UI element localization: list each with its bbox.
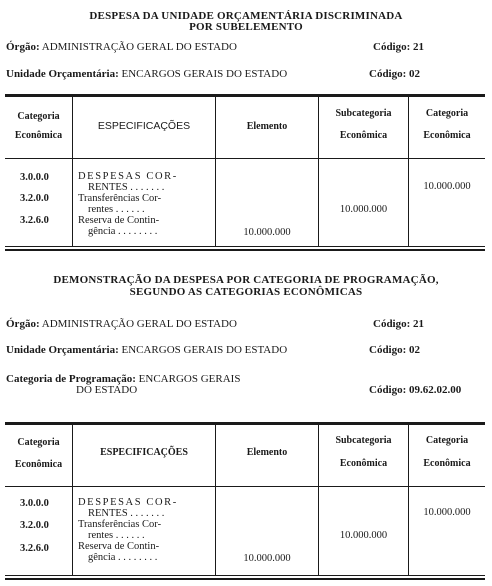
unidade-value: ENCARGOS GERAIS DO ESTADO [121,68,288,80]
spec-line: rentes . . . . . . [88,204,145,215]
orgao-value: ADMINISTRAÇÃO GERAL DO ESTADO [41,41,237,53]
unidade-value: ENCARGOS GERAIS DO ESTADO [121,344,288,356]
table1-header-elemento: Elemento [246,121,288,132]
codigo-label: Código: [373,41,411,53]
section1-title-line1: DESPESA DA UNIDADE ORÇAMENTÁRIA DISCRIMINADA [89,10,403,22]
spec-line: rentes . . . . . . [88,530,145,541]
section1-codigo2 [369,68,420,80]
spec-line: Reserva de Contin- [78,215,160,226]
spec-line: DESPESAS COR- [78,497,178,508]
spec-line: gência . . . . . . . . [88,226,158,237]
table1-specifications [78,171,208,237]
table2-bottom-rule-b [5,578,485,580]
header-line: Econômica [423,458,471,469]
table1-elemento-value: 10.000.000 [243,227,291,238]
table2-code: 3.0.0.0 [20,498,49,509]
section2-programacao-value-line2: DO ESTADO [76,384,138,396]
header-line: Categoria [17,111,60,122]
spec-line: Reserva de Contin- [78,541,160,552]
spec-line: RENTES . . . . . . . [88,182,165,193]
programacao-label: Categoria de Programação: [6,373,136,385]
codigo-value: 21 [413,318,425,330]
codigo-value: 21 [413,41,425,53]
codigo-label: Código: [369,344,407,356]
orgao-label: Órgão: [6,318,40,330]
table1-top-rule [5,94,485,97]
table1-code: 3.2.6.0 [20,215,49,226]
table2-bottom-rule-a [5,575,485,576]
header-line: Subcategoria [335,108,392,119]
table2-header-especificacoes: ESPECIFICAÇÕES [100,447,188,458]
table2-header-categoria-economica [409,434,485,470]
table1-header-subcategoria [319,107,408,142]
codigo-label: Código: [369,68,407,80]
table2-header-elemento: Elemento [246,447,288,458]
table2-top-rule [5,422,485,425]
codigo-value: 02 [409,344,421,356]
codigo-label: Código: [369,384,407,396]
codigo-value: 09.62.02.00 [409,384,462,396]
header-line: Categoria [425,435,469,446]
section2-codigo1 [373,318,424,330]
header-line: Econômica [339,458,388,469]
section2-codigo2 [369,344,420,356]
table2-header-subcategoria [319,434,408,470]
table1-subcategoria-value: 10.000.000 [339,204,388,215]
table1-header-categoria [5,110,72,142]
table2-code: 3.2.0.0 [20,520,49,531]
section1-title-line2: POR SUBELEMENTO [189,21,303,33]
table1-header-categoria-economica [409,107,485,142]
programacao-value: ENCARGOS GERAIS [138,373,241,385]
header-line: Subcategoria [335,435,392,446]
spec-line: RENTES . . . . . . . [88,508,165,519]
table1-header-especificacoes: ESPECIFICAÇÕES [97,120,191,132]
orgao-label: Órgão: [6,41,40,53]
header-line: Categoria [425,108,469,119]
unidade-label: Unidade Orçamentária: [6,68,119,80]
unidade-label: Unidade Orçamentária: [6,344,119,356]
table2-code: 3.2.6.0 [20,543,49,554]
table2-elemento-value: 10.000.000 [243,553,291,564]
spec-line: Transferências Cor- [78,193,162,204]
header-line: Econômica [339,130,388,141]
section2-title-line2: SEGUNDO AS CATEGORIAS ECONÔMICAS [129,286,363,298]
section2-orgao-row [6,318,237,330]
table1-bottom-rule-a [5,246,485,247]
table2-header-categoria [5,436,72,471]
section1-codigo1 [373,41,424,53]
header-line: Econômica [14,459,63,470]
header-line: Categoria [17,437,60,448]
section1-orgao-row [6,41,237,53]
table1-categoria-value: 10.000.000 [423,181,471,192]
table1-header-rule [5,158,485,159]
codigo-label: Código: [373,318,411,330]
table2-categoria-value: 10.000.000 [423,507,471,518]
table1-bottom-rule-b [5,249,485,251]
section2-unidade-row [6,344,287,356]
table1-code: 3.2.0.0 [20,193,49,204]
section2-codigo3 [369,384,461,396]
table2-subcategoria-value: 10.000.000 [339,530,388,541]
section1-unidade-row [6,68,287,80]
section2-title-line1: DEMONSTRAÇÃO DA DESPESA POR CATEGORIA DE PROGRAMAÇÃO, [53,274,439,286]
spec-line: DESPESAS COR- [78,171,178,182]
table2-header-rule [5,486,485,487]
table1-code: 3.0.0.0 [20,172,49,183]
spec-line: Transferências Cor- [78,519,162,530]
codigo-value: 02 [409,68,421,80]
orgao-value: ADMINISTRAÇÃO GERAL DO ESTADO [41,318,237,330]
header-line: Econômica [14,130,63,141]
spec-line: gência . . . . . . . . [88,552,158,563]
table2-specifications [78,497,208,563]
header-line: Econômica [423,130,471,141]
